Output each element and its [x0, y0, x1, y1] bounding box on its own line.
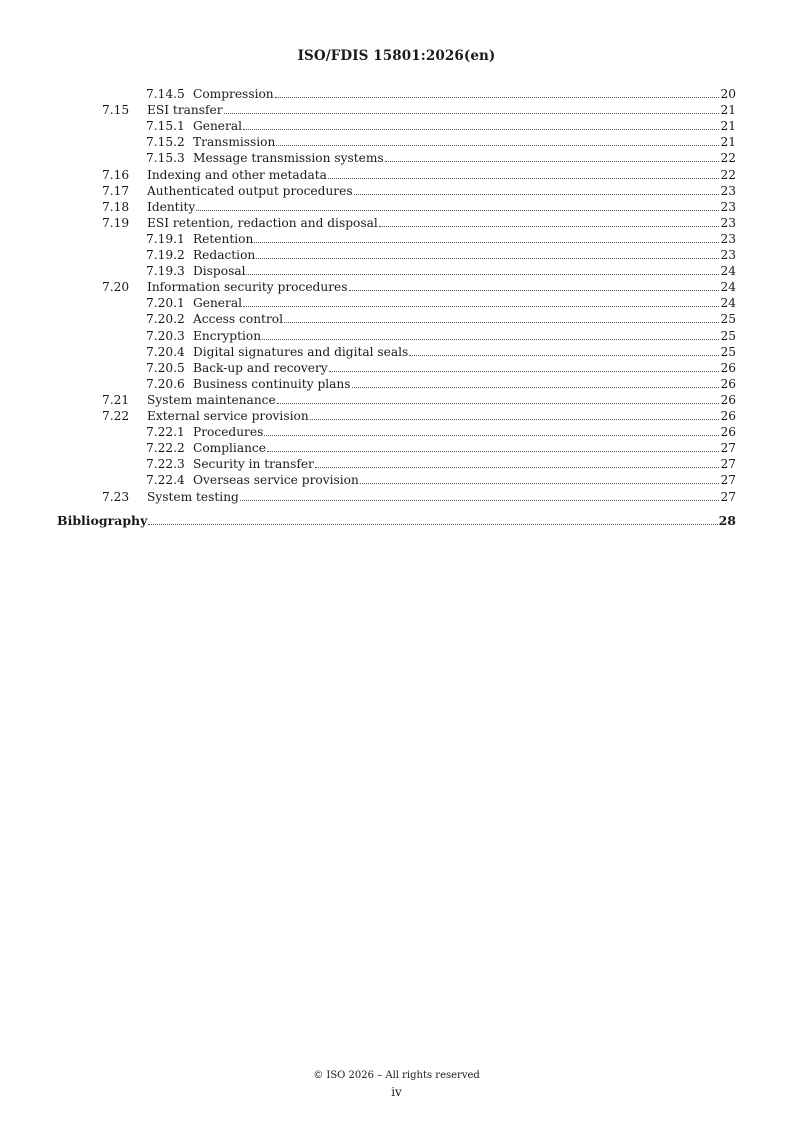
toc-entry-title: Message transmission systems	[193, 151, 384, 166]
toc-entry-title: System testing	[147, 489, 239, 504]
toc-entry-line	[193, 456, 736, 472]
dot-leader	[277, 392, 720, 404]
toc-entry-page: 23	[720, 248, 736, 262]
toc-entry[interactable]	[0, 311, 793, 327]
toc-entry-page: 23	[720, 183, 736, 198]
page-footer	[0, 1067, 793, 1101]
toc-entry-line	[147, 279, 736, 295]
toc-entry-page: 21	[720, 103, 736, 118]
dot-leader	[349, 279, 720, 291]
toc-entry[interactable]	[0, 360, 793, 376]
dot-leader	[409, 344, 719, 356]
toc-entry-page: 26	[720, 392, 736, 407]
toc-entry-page: 26	[720, 409, 736, 423]
toc-entry[interactable]	[0, 344, 793, 360]
toc-entry-page: 27	[720, 457, 736, 472]
toc-entry[interactable]	[0, 376, 793, 392]
toc-entry-line	[193, 295, 736, 311]
toc-entry[interactable]	[0, 118, 793, 134]
toc-entry[interactable]	[0, 489, 793, 505]
toc-entry-line	[147, 408, 736, 424]
toc-entry-page: 26	[720, 376, 736, 391]
toc-entry-title: General	[193, 119, 242, 134]
toc-entry-page: 25	[720, 328, 736, 343]
dot-leader	[267, 440, 720, 452]
toc-entry-number: 7.20.2	[146, 312, 185, 327]
dot-leader	[310, 408, 720, 420]
toc-entry[interactable]	[0, 440, 793, 456]
toc-entry-page: 28	[718, 512, 736, 528]
toc-entry-page: 20	[720, 87, 736, 101]
toc-entry-title: Overseas service provision	[193, 473, 359, 488]
dot-leader	[196, 199, 719, 211]
toc-entry-page: 23	[720, 231, 736, 246]
toc-entry-line	[147, 489, 736, 505]
dot-leader	[328, 167, 720, 179]
toc-entry-line	[147, 199, 736, 215]
toc-entry-number: 7.14.5	[146, 87, 185, 101]
toc-entry-number: 7.22.2	[146, 441, 185, 456]
toc-entry[interactable]	[0, 86, 793, 102]
toc-entry-title: Compliance	[193, 441, 266, 456]
toc-entry[interactable]	[0, 150, 793, 166]
toc-entry-line	[193, 86, 736, 102]
toc-entry-page: 23	[720, 199, 736, 214]
toc-entry-page: 22	[720, 151, 736, 166]
toc-entry[interactable]	[0, 424, 793, 440]
toc-entry-title: Indexing and other metadata	[147, 167, 327, 182]
dot-leader	[240, 489, 720, 501]
toc-entry-line	[193, 150, 736, 166]
dot-leader	[275, 86, 720, 98]
toc-entry-line	[193, 134, 736, 150]
dot-leader	[385, 150, 720, 162]
toc-entry-title: System maintenance	[147, 392, 276, 407]
toc-entry-line	[57, 513, 736, 529]
dot-leader	[262, 328, 719, 340]
toc-entry[interactable]	[0, 472, 793, 488]
toc-entry-number: 7.20.4	[146, 344, 185, 359]
toc-entry-title: ESI transfer	[147, 103, 223, 118]
toc-entry-bibliography[interactable]	[0, 513, 793, 529]
toc-entry-page: 21	[720, 135, 736, 150]
toc-entry-number: 7.19.1	[146, 231, 185, 246]
toc-entry-number: 7.19.3	[146, 264, 185, 279]
page-number: iv	[391, 1085, 402, 1099]
toc-entry[interactable]	[0, 199, 793, 215]
toc-entry-number: 7.17	[102, 183, 130, 198]
toc-entry-title: Disposal	[193, 264, 246, 279]
toc-entry-page: 25	[720, 312, 736, 327]
toc-entry-title: Transmission	[193, 135, 276, 150]
toc-entry-page: 27	[720, 489, 736, 504]
toc-entry[interactable]	[0, 247, 793, 263]
toc-entry-line	[193, 263, 736, 279]
toc-entry-number: 7.15.1	[146, 119, 185, 134]
toc-entry[interactable]	[0, 183, 793, 199]
dot-leader	[276, 134, 719, 146]
dot-leader	[352, 376, 720, 388]
toc-entry-line	[193, 344, 736, 360]
toc-entry-page: 24	[720, 280, 736, 295]
toc-entry-number: 7.19	[102, 215, 130, 230]
toc-entry-page: 22	[720, 167, 736, 182]
toc-entry-title: Retention	[193, 231, 254, 246]
toc-entry[interactable]	[0, 456, 793, 472]
toc-entry-number: 7.15	[102, 103, 130, 118]
toc-entry-page: 24	[720, 296, 736, 311]
toc-entry-line	[147, 167, 736, 183]
toc-entry[interactable]	[0, 408, 793, 424]
toc-entry-title: Security in transfer	[193, 457, 314, 472]
toc-entry-number: 7.15.2	[146, 135, 185, 150]
dot-leader	[354, 183, 720, 195]
toc-entry-title: Information security procedures	[147, 280, 348, 295]
toc-entry-number: 7.20.5	[146, 360, 185, 375]
toc-entry-page: 25	[720, 344, 736, 359]
toc-entry-line	[193, 424, 736, 440]
dot-leader	[256, 247, 719, 259]
toc-entry[interactable]	[0, 263, 793, 279]
dot-leader	[379, 215, 720, 227]
toc-entry-number: 7.22	[102, 409, 130, 423]
toc-entry-title: Business continuity plans	[193, 376, 351, 391]
toc-entry-number: 7.20	[102, 280, 130, 295]
toc-entry-title: Procedures	[193, 425, 264, 440]
toc-entry-title: External service provision	[147, 409, 309, 423]
toc-entry-number: 7.21	[102, 392, 130, 407]
toc-entry-page: 21	[720, 119, 736, 134]
toc-entry-page: 23	[720, 215, 736, 230]
toc-entry-title: Digital signatures and digital seals	[193, 344, 409, 359]
toc-entry[interactable]	[0, 392, 793, 408]
toc-entry-title: Redaction	[193, 248, 256, 262]
toc-entry-page: 24	[720, 264, 736, 279]
toc-entry-title: Back-up and recovery	[193, 360, 328, 375]
toc-entry-line	[147, 392, 736, 408]
toc-entry-number: 7.20.6	[146, 376, 185, 391]
toc-entry-page: 26	[720, 425, 736, 440]
toc-entry-number: 7.20.3	[146, 328, 185, 343]
toc-entry-page: 27	[720, 441, 736, 456]
toc-entry[interactable]	[0, 231, 793, 247]
dot-leader	[329, 360, 720, 372]
toc-entry-title: Access control	[193, 312, 284, 327]
toc-entry-line	[147, 102, 736, 118]
toc-entry-title: Authenticated output procedures	[147, 183, 353, 198]
toc-entry-line	[193, 118, 736, 134]
toc-entry-title: Compression	[193, 87, 274, 101]
toc-entry-line	[193, 440, 736, 456]
dot-leader	[360, 472, 720, 484]
toc-entry-number: 7.22.4	[146, 473, 185, 488]
toc-entry-line	[193, 360, 736, 376]
toc-entry-title: Identity	[147, 199, 196, 214]
toc-entry-title: ESI retention, redaction and disposal	[147, 215, 378, 230]
toc-entry-number: 7.19.2	[146, 248, 185, 262]
toc-entry-page: 27	[720, 473, 736, 488]
dot-leader	[148, 513, 717, 525]
toc-entry[interactable]	[0, 295, 793, 311]
toc-entry-line	[193, 231, 736, 247]
dot-leader	[246, 263, 719, 275]
toc-entry-number: 7.16	[102, 167, 130, 182]
toc-entry-number: 7.15.3	[146, 151, 185, 166]
dot-leader	[264, 424, 719, 436]
dot-leader	[243, 295, 719, 307]
toc-entry-line	[193, 311, 736, 327]
copyright-notice: © ISO 2026 – All rights reserved	[313, 1070, 480, 1081]
toc-entry[interactable]	[0, 167, 793, 183]
dot-leader	[224, 102, 720, 114]
document-header: ISO/FDIS 15801:2026(en)	[297, 48, 496, 64]
toc-entry-title: Bibliography	[57, 512, 148, 528]
toc-entry[interactable]	[0, 328, 793, 344]
toc-entry-page: 26	[720, 360, 736, 375]
toc-entry-line	[193, 472, 736, 488]
toc-entry[interactable]	[0, 102, 793, 118]
dot-leader	[243, 118, 719, 130]
toc-entry[interactable]	[0, 215, 793, 231]
toc-entry-line	[147, 183, 736, 199]
dot-leader	[254, 231, 719, 243]
toc-entry-number: 7.22.1	[146, 425, 185, 440]
toc-entry-line	[193, 376, 736, 392]
toc-entry-title: Encryption	[193, 328, 262, 343]
dot-leader	[284, 311, 719, 323]
toc-entry-number: 7.22.3	[146, 457, 185, 472]
toc-entry-number: 7.23	[102, 489, 130, 504]
toc-entry-line	[193, 328, 736, 344]
toc-entry-number: 7.18	[102, 199, 130, 214]
toc-entry-line	[147, 215, 736, 231]
dot-leader	[315, 456, 720, 468]
toc-entry-line	[193, 247, 736, 263]
toc-entry-title: General	[193, 296, 242, 311]
toc-entry[interactable]	[0, 279, 793, 295]
toc-entry[interactable]	[0, 134, 793, 150]
toc-entry-number: 7.20.1	[146, 296, 185, 311]
